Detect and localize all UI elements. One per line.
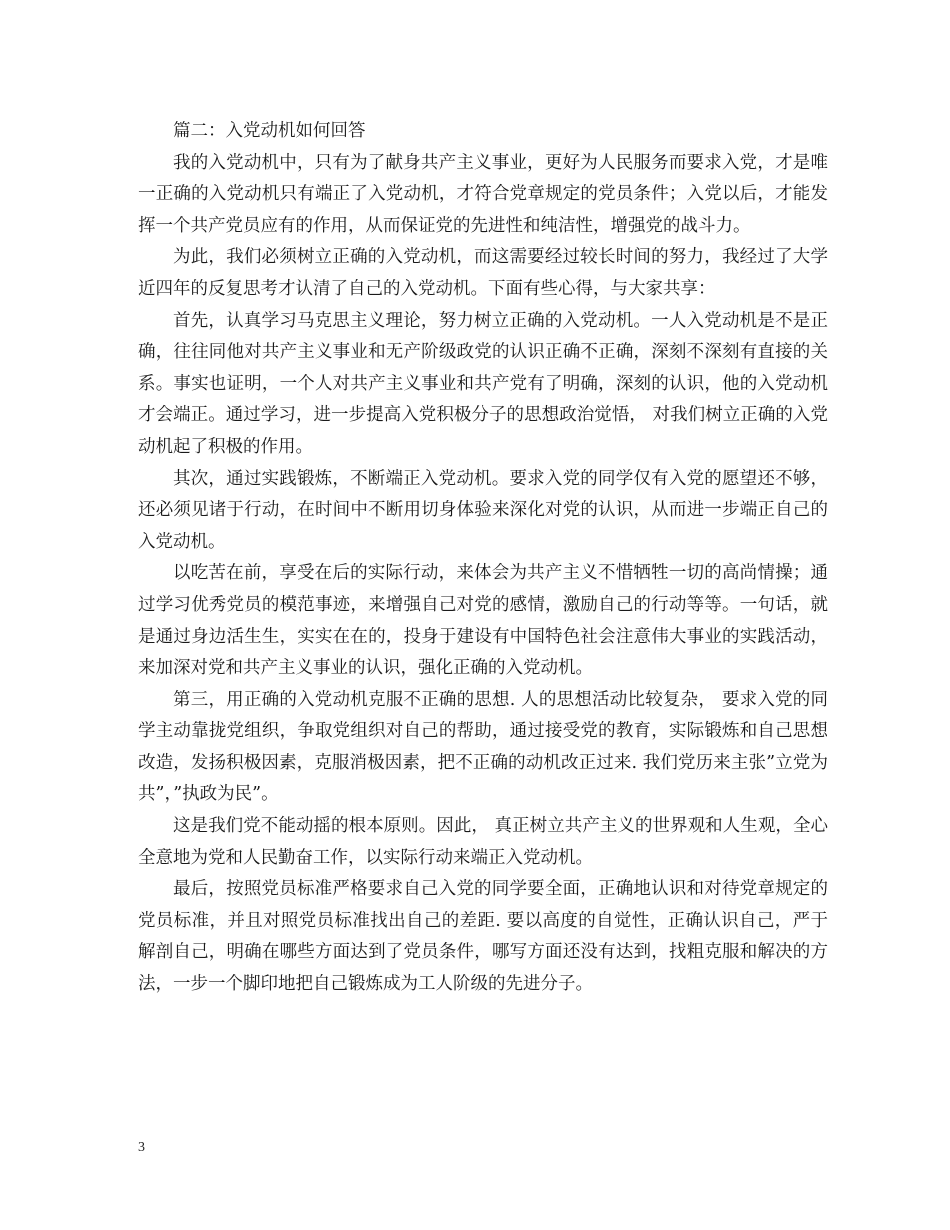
document-body — [138, 116, 828, 1001]
page-number: 3 — [138, 1140, 145, 1155]
paragraph-5: 以吃苦在前，享受在后的实际行动，来体会为共产主义不惜牺牲一切的高尚情操；通过学习优秀党员的模范事迹，来增强自己对党的感情，激励自己的行动等等。一句话，就是通过身边活生生，实实在在的，投身于建设有中国特色社会注意伟大事业的实践活动，来加深对党和共产主义事业的认识，强化正确的入党动机。 — [138, 563, 828, 679]
paragraph-2: 为此，我们必须树立正确的入党动机，而这需要经过较长时间的努力，我经过了大学近四年的反复思考才认清了自己的入党动机。下面有些心得，与大家共享： — [138, 247, 828, 299]
paragraph-3: 首先，认真学习马克思主义理论，努力树立正确的入党动机。一人入党动机是不是正确，往往同他对共产主义事业和无产阶级政党的认识正确不正确，深刻不深刻有直接的关系。事实也证明，一个人对共产主义事业和共产党有了明确，深刻的认识，他的入党动机才会端正。通过学习，进一步提高入党积极分子的思想政治觉悟， 对我们树立正确的入党动机起了积极的作用。 — [138, 310, 828, 457]
paragraph-7: 这是我们党不能动摇的根本原则。因此， 真正树立共产主义的世界观和人生观，全心全意地为党和人民勤奋工作，以实际行动来端正入党动机。 — [138, 816, 828, 868]
section-heading: 篇二：入党动机如何回答 — [173, 121, 366, 141]
paragraph-1: 我的入党动机中，只有为了献身共产主义事业，更好为人民服务而要求入党，才是唯一正确的入党动机只有端正了入党动机，才符合党章规定的党员条件；入党以后，才能发挥一个共产党员应有的作用，从而保证党的先进性和纯洁性，增强党的战斗力。 — [138, 152, 828, 236]
paragraph-6: 第三，用正确的入党动机克服不正确的思想. 人的思想活动比较复杂， 要求入党的同学主动靠拢党组织，争取党组织对自己的帮助，通过接受党的教育，实际锻炼和自己思想改造，发扬积极因素，克服消极因素，把不正确的动机改正过来. 我们党历来主张”立党为共”，”执政为民”。 — [138, 689, 828, 805]
paragraph-8: 最后，按照党员标准严格要求自己入党的同学要全面，正确地认识和对待党章规定的党员标准，并且对照党员标准找出自己的差距. 要以高度的自觉性，正确认识自己，严于解剖自己，明确在哪些方面达到了党员条件，哪写方面还没有达到，找粗克服和解决的方法，一步一个脚印地把自己锻炼成为工人阶级的先进分子。 — [138, 879, 828, 995]
paragraph-4: 其次，通过实践锻炼，不断端正入党动机。要求入党的同学仅有入党的愿望还不够，还必须见诸于行动，在时间中不断用切身体验来深化对党的认识，从而进一步端正自己的入党动机。 — [138, 468, 828, 552]
